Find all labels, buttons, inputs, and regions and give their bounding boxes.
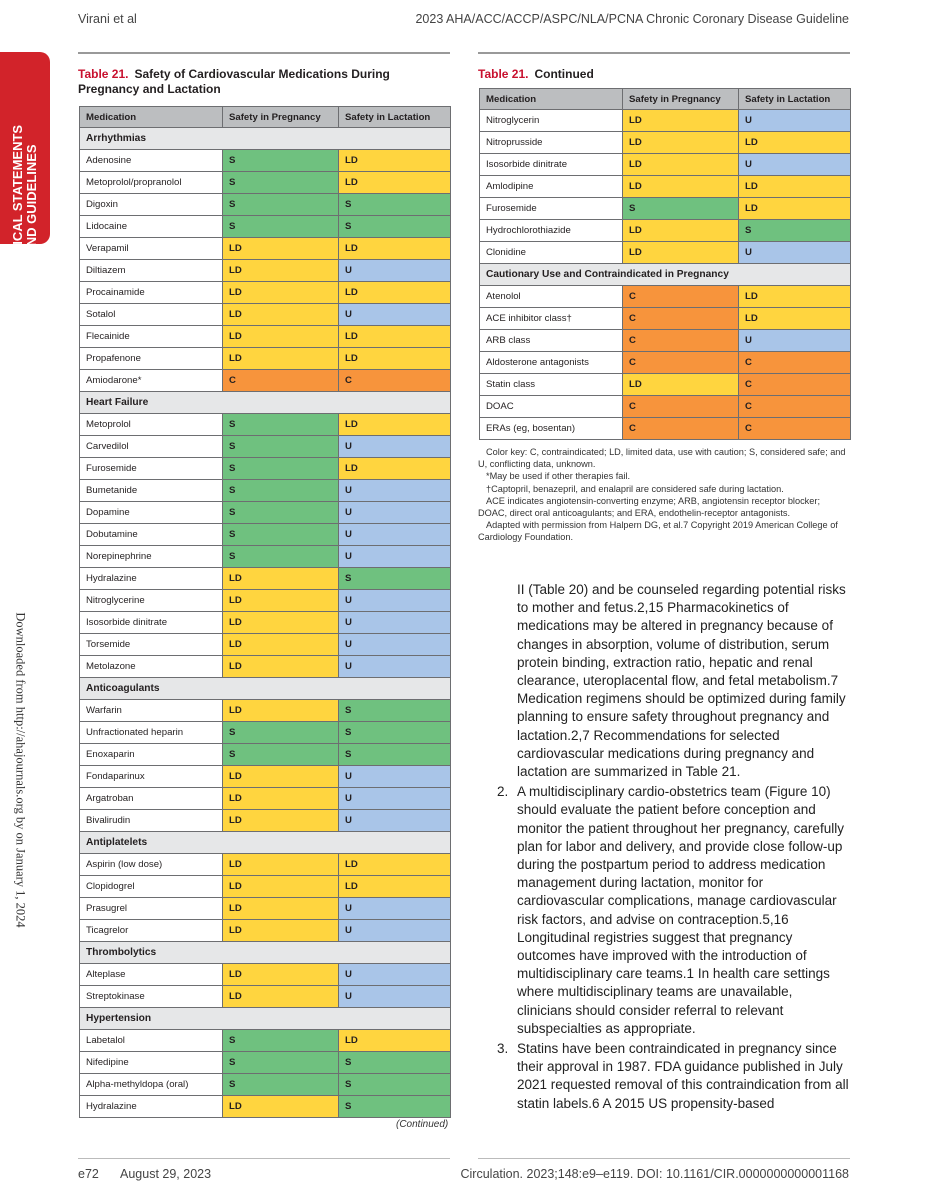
- table-row: [80, 986, 451, 1008]
- pregnancy-safety-cell: LD: [223, 656, 339, 678]
- lactation-safety-cell: C: [739, 396, 851, 418]
- lactation-safety-cell: LD: [339, 282, 451, 304]
- table-row: [480, 374, 851, 396]
- footer-rule-right: [478, 1158, 850, 1159]
- pregnancy-safety-cell: LD: [223, 612, 339, 634]
- medication-name: Metolazone: [80, 656, 223, 678]
- medication-name: ARB class: [480, 330, 623, 352]
- medication-name: Isosorbide dinitrate: [480, 154, 623, 176]
- medication-safety-table: [79, 106, 451, 1118]
- table-row: [80, 458, 451, 480]
- lactation-safety-cell: U: [339, 766, 451, 788]
- lactation-safety-cell: U: [339, 590, 451, 612]
- medication-name: ACE inhibitor class†: [480, 308, 623, 330]
- section-label: Antiplatelets: [80, 832, 451, 854]
- header-lactation: Safety in Lactation: [739, 89, 851, 110]
- medication-name: Furosemide: [80, 458, 223, 480]
- pregnancy-safety-cell: C: [623, 330, 739, 352]
- footnote-color-key: Color key: C, contraindicated; LD, limited data, use with caution; S, considered safe; and U, conflicting data, unknown.: [478, 447, 846, 470]
- lactation-safety-cell: U: [339, 260, 451, 282]
- table-caption-left: [78, 67, 450, 97]
- lactation-safety-cell: LD: [339, 172, 451, 194]
- table-row: [80, 722, 451, 744]
- table-row: [80, 876, 451, 898]
- medication-name: Unfractionated heparin: [80, 722, 223, 744]
- lactation-safety-cell: LD: [339, 150, 451, 172]
- download-note: Downloaded from http://ahajournals.org by on January 1, 2024: [13, 612, 28, 928]
- medication-name: Argatroban: [80, 788, 223, 810]
- medication-name: Adenosine: [80, 150, 223, 172]
- medication-name: Aldosterone antagonists: [480, 352, 623, 374]
- medication-name: Bumetanide: [80, 480, 223, 502]
- medication-name: Alteplase: [80, 964, 223, 986]
- lactation-safety-cell: S: [339, 744, 451, 766]
- table-row: [480, 176, 851, 198]
- table-row: [80, 766, 451, 788]
- pregnancy-safety-cell: LD: [223, 810, 339, 832]
- table-row: [80, 854, 451, 876]
- side-tab-label: CLINICAL STATEMENTS AND GUIDELINES: [10, 124, 39, 276]
- table-number: Table 21.: [478, 67, 529, 81]
- lactation-safety-cell: C: [339, 370, 451, 392]
- table-row: [80, 370, 451, 392]
- header-medication: Medication: [80, 107, 223, 128]
- section-label: Anticoagulants: [80, 678, 451, 700]
- medication-name: Hydrochlorothiazide: [480, 220, 623, 242]
- table-row: [80, 480, 451, 502]
- medication-safety-table-continued: [479, 88, 851, 440]
- table-row: [80, 1030, 451, 1052]
- pregnancy-safety-cell: LD: [223, 766, 339, 788]
- table-row: [80, 898, 451, 920]
- pregnancy-safety-cell: S: [223, 524, 339, 546]
- lactation-safety-cell: LD: [339, 1030, 451, 1052]
- table-row: [80, 568, 451, 590]
- medication-name: Ticagrelor: [80, 920, 223, 942]
- medication-name: Bivalirudin: [80, 810, 223, 832]
- lactation-safety-cell: LD: [739, 286, 851, 308]
- medication-name: Nitroprusside: [480, 132, 623, 154]
- table-row: [80, 744, 451, 766]
- pregnancy-safety-cell: S: [623, 198, 739, 220]
- medication-name: Hydralazine: [80, 1096, 223, 1118]
- pregnancy-safety-cell: S: [223, 502, 339, 524]
- lactation-safety-cell: U: [339, 480, 451, 502]
- footnote-abbreviations: ACE indicates angiotensin-converting enzyme; ARB, angiotensin receptor blocker; DOAC, direct oral anticoagulants; and ERA, endothelin-receptor antagonists.: [478, 495, 820, 519]
- table-row: [480, 154, 851, 176]
- right-column-rule: [478, 52, 850, 54]
- pregnancy-safety-cell: S: [223, 480, 339, 502]
- medication-name: Streptokinase: [80, 986, 223, 1008]
- table-row: [480, 286, 851, 308]
- table-row: [80, 810, 451, 832]
- pregnancy-safety-cell: S: [223, 216, 339, 238]
- item-text: A multidisciplinary cardio-obstetrics team (Figure 10) should evaluate the patient before conception and monitor the patient throughout her pregnancy, carefully plan for labor and delivery, and provide close follow-up during the postpartum period to address medication management during lactation, monitor for cardiovascular complications, manage cardiovascular risk factors, and advise on contraception.5,16 Longitudinal registries suggest that pregnancy outcomes have improved with the introduction of multidisciplinary care teams.1 In health care settings where multidisciplinary teams are unavailable, clinicians should consider referral to relevant subspecialties as appropriate.: [517, 784, 844, 1036]
- header-pregnancy: Safety in Pregnancy: [623, 89, 739, 110]
- lactation-safety-cell: LD: [739, 176, 851, 198]
- lactation-safety-cell: C: [739, 418, 851, 440]
- body-text: [497, 581, 850, 1113]
- pregnancy-safety-cell: S: [223, 1030, 339, 1052]
- pregnancy-safety-cell: S: [223, 458, 339, 480]
- medication-name: Procainamide: [80, 282, 223, 304]
- pregnancy-safety-cell: LD: [223, 898, 339, 920]
- table-caption-right: [478, 67, 850, 82]
- table-number: Table 21.: [78, 67, 129, 81]
- pregnancy-safety-cell: LD: [223, 1096, 339, 1118]
- medication-name: Warfarin: [80, 700, 223, 722]
- medication-name: Dobutamine: [80, 524, 223, 546]
- item-text: Statins have been contraindicated in pregnancy since their approval in 1987. FDA guidance published in July 2021 requested removal of this contraindication from all statin labels.6 A 2015 US propensity-based: [517, 1041, 849, 1111]
- table-row: [480, 308, 851, 330]
- lactation-safety-cell: U: [339, 920, 451, 942]
- item-number: 2.: [497, 784, 509, 800]
- pregnancy-safety-cell: S: [223, 436, 339, 458]
- lactation-safety-cell: U: [339, 986, 451, 1008]
- table-row: [480, 418, 851, 440]
- table-row: [480, 352, 851, 374]
- pregnancy-safety-cell: S: [223, 150, 339, 172]
- pregnancy-safety-cell: S: [223, 744, 339, 766]
- header-medication: Medication: [480, 89, 623, 110]
- medication-name: Diltiazem: [80, 260, 223, 282]
- running-header-title: 2023 AHA/ACC/ACCP/ASPC/NLA/PCNA Chronic Coronary Disease Guideline: [415, 12, 849, 26]
- lactation-safety-cell: LD: [339, 854, 451, 876]
- lactation-safety-cell: U: [339, 436, 451, 458]
- table-row: [480, 396, 851, 418]
- medication-name: Labetalol: [80, 1030, 223, 1052]
- section-row: [480, 264, 851, 286]
- table-row: [80, 700, 451, 722]
- pregnancy-safety-cell: LD: [223, 634, 339, 656]
- medication-name: Flecainide: [80, 326, 223, 348]
- left-column-rule: [78, 52, 450, 54]
- lactation-safety-cell: LD: [339, 876, 451, 898]
- table-row: [80, 546, 451, 568]
- medication-name: Prasugrel: [80, 898, 223, 920]
- table-row: [80, 348, 451, 370]
- lactation-safety-cell: U: [739, 242, 851, 264]
- section-row: [80, 832, 451, 854]
- medication-name: Nitroglycerin: [480, 110, 623, 132]
- body-paragraph: II (Table 20) and be counseled regarding potential risks to mother and fetus.2,15 Pharmacokinetics of medications may be altered in pregnancy because of changes in absorption, volume of distribution, serum protein binding, extraction ratio, hepatic and renal clearance, uteroplacental flow, and fetal metabolism.7 Medication regimens should be optimized during family planning to ensure safety throughout pregnancy and lactation.2,7 Recommendations for selected cardiovascular medications during pregnancy and lactation are summarized in Table 21.: [517, 582, 846, 780]
- lactation-safety-cell: LD: [339, 326, 451, 348]
- table-header-row: [80, 107, 451, 128]
- section-row: [80, 128, 451, 150]
- table-row: [80, 194, 451, 216]
- medication-name: Digoxin: [80, 194, 223, 216]
- lactation-safety-cell: LD: [339, 458, 451, 480]
- table-title: Safety of Cardiovascular Medications During Pregnancy and Lactation: [78, 67, 390, 96]
- lactation-safety-cell: U: [339, 964, 451, 986]
- lactation-safety-cell: S: [339, 1052, 451, 1074]
- footnote-dagger: †Captopril, benazepril, and enalapril are considered safe during lactation.: [486, 483, 784, 494]
- medication-name: Dopamine: [80, 502, 223, 524]
- pregnancy-safety-cell: C: [223, 370, 339, 392]
- lactation-safety-cell: LD: [339, 414, 451, 436]
- pregnancy-safety-cell: LD: [623, 132, 739, 154]
- lactation-safety-cell: C: [739, 374, 851, 396]
- table-row: [480, 132, 851, 154]
- pregnancy-safety-cell: LD: [223, 282, 339, 304]
- footer-rule-left: [78, 1158, 450, 1159]
- table-row: [80, 1074, 451, 1096]
- pregnancy-safety-cell: LD: [223, 326, 339, 348]
- footnote-source: Adapted with permission from Halpern DG, et al.7 Copyright 2019 American College of Cardiology Foundation.: [478, 520, 838, 543]
- section-side-tab: [0, 52, 50, 276]
- pregnancy-safety-cell: LD: [223, 238, 339, 260]
- continued-note: (Continued): [396, 1119, 449, 1130]
- lactation-safety-cell: S: [339, 194, 451, 216]
- running-header-authors: Virani et al: [78, 12, 137, 26]
- header-lactation: Safety in Lactation: [339, 107, 451, 128]
- table-row: [480, 110, 851, 132]
- pregnancy-safety-cell: C: [623, 352, 739, 374]
- section-label: Hypertension: [80, 1008, 451, 1030]
- table-row: [80, 172, 451, 194]
- table-row: [80, 612, 451, 634]
- footnote-asterisk: *May be used if other therapies fail.: [486, 471, 631, 482]
- lactation-safety-cell: LD: [739, 308, 851, 330]
- pregnancy-safety-cell: S: [223, 1052, 339, 1074]
- table-row: [480, 220, 851, 242]
- section-label: Cautionary Use and Contraindicated in Pregnancy: [480, 264, 851, 286]
- table-row: [80, 414, 451, 436]
- pregnancy-safety-cell: LD: [223, 568, 339, 590]
- pregnancy-safety-cell: LD: [623, 374, 739, 396]
- lactation-safety-cell: U: [339, 810, 451, 832]
- journal-citation: Circulation. 2023;148:e9–e119. DOI: 10.1161/CIR.0000000000001168: [460, 1167, 849, 1181]
- lactation-safety-cell: S: [339, 1074, 451, 1096]
- lactation-safety-cell: S: [339, 1096, 451, 1118]
- pregnancy-safety-cell: S: [223, 172, 339, 194]
- pregnancy-safety-cell: C: [623, 286, 739, 308]
- medication-name: Statin class: [480, 374, 623, 396]
- lactation-safety-cell: U: [339, 656, 451, 678]
- medication-name: Alpha-methyldopa (oral): [80, 1074, 223, 1096]
- medication-name: Amiodarone*: [80, 370, 223, 392]
- pregnancy-safety-cell: LD: [623, 110, 739, 132]
- pregnancy-safety-cell: S: [223, 546, 339, 568]
- pregnancy-safety-cell: LD: [223, 876, 339, 898]
- pregnancy-safety-cell: C: [623, 418, 739, 440]
- pregnancy-safety-cell: LD: [223, 348, 339, 370]
- lactation-safety-cell: S: [339, 700, 451, 722]
- medication-name: Clonidine: [480, 242, 623, 264]
- table-header-row: [480, 89, 851, 110]
- pregnancy-safety-cell: C: [623, 396, 739, 418]
- table-row: [480, 242, 851, 264]
- table-row: [80, 524, 451, 546]
- recommendation-item-3: [497, 1040, 850, 1113]
- table-row: [80, 920, 451, 942]
- pregnancy-safety-cell: LD: [223, 788, 339, 810]
- section-row: [80, 392, 451, 414]
- pregnancy-safety-cell: S: [223, 194, 339, 216]
- table-row: [480, 198, 851, 220]
- medication-name: Metoprolol/propranolol: [80, 172, 223, 194]
- medication-name: Atenolol: [480, 286, 623, 308]
- pregnancy-safety-cell: LD: [623, 242, 739, 264]
- medication-name: Aspirin (low dose): [80, 854, 223, 876]
- pregnancy-safety-cell: LD: [223, 304, 339, 326]
- pregnancy-safety-cell: S: [223, 722, 339, 744]
- lactation-safety-cell: LD: [339, 238, 451, 260]
- lactation-safety-cell: U: [339, 502, 451, 524]
- medication-name: ERAs (eg, bosentan): [480, 418, 623, 440]
- section-label: Arrhythmias: [80, 128, 451, 150]
- pregnancy-safety-cell: C: [623, 308, 739, 330]
- lactation-safety-cell: U: [339, 788, 451, 810]
- medication-name: Norepinephrine: [80, 546, 223, 568]
- lactation-safety-cell: U: [339, 612, 451, 634]
- pregnancy-safety-cell: LD: [223, 964, 339, 986]
- medication-name: Lidocaine: [80, 216, 223, 238]
- medication-name: Nitroglycerine: [80, 590, 223, 612]
- lactation-safety-cell: U: [739, 330, 851, 352]
- lactation-safety-cell: S: [339, 216, 451, 238]
- medication-name: DOAC: [480, 396, 623, 418]
- lactation-safety-cell: LD: [739, 198, 851, 220]
- table-row: [80, 1096, 451, 1118]
- lactation-safety-cell: U: [739, 154, 851, 176]
- table-row: [80, 788, 451, 810]
- pregnancy-safety-cell: LD: [223, 700, 339, 722]
- section-label: Thrombolytics: [80, 942, 451, 964]
- table-row: [80, 656, 451, 678]
- table-row: [80, 436, 451, 458]
- pregnancy-safety-cell: LD: [223, 260, 339, 282]
- table-row: [80, 304, 451, 326]
- pregnancy-safety-cell: S: [223, 414, 339, 436]
- page-number: e72: [78, 1167, 99, 1181]
- pregnancy-safety-cell: LD: [223, 854, 339, 876]
- lactation-safety-cell: U: [339, 524, 451, 546]
- lactation-safety-cell: U: [339, 304, 451, 326]
- medication-name: Clopidogrel: [80, 876, 223, 898]
- medication-name: Nifedipine: [80, 1052, 223, 1074]
- table-title: Continued: [534, 67, 594, 81]
- section-label: Heart Failure: [80, 392, 451, 414]
- table-footnotes: [478, 446, 850, 544]
- table-row: [80, 282, 451, 304]
- table-row: [80, 590, 451, 612]
- table-row: [80, 1052, 451, 1074]
- table-row: [80, 502, 451, 524]
- pregnancy-safety-cell: LD: [223, 920, 339, 942]
- pregnancy-safety-cell: LD: [623, 154, 739, 176]
- section-row: [80, 678, 451, 700]
- medication-name: Fondaparinux: [80, 766, 223, 788]
- lactation-safety-cell: S: [339, 568, 451, 590]
- medication-name: Furosemide: [480, 198, 623, 220]
- pregnancy-safety-cell: LD: [223, 986, 339, 1008]
- medication-name: Isosorbide dinitrate: [80, 612, 223, 634]
- lactation-safety-cell: U: [339, 546, 451, 568]
- section-row: [80, 1008, 451, 1030]
- pregnancy-safety-cell: LD: [223, 590, 339, 612]
- header-pregnancy: Safety in Pregnancy: [223, 107, 339, 128]
- pregnancy-safety-cell: LD: [623, 220, 739, 242]
- medication-name: Hydralazine: [80, 568, 223, 590]
- lactation-safety-cell: U: [739, 110, 851, 132]
- lactation-safety-cell: U: [339, 634, 451, 656]
- medication-name: Carvedilol: [80, 436, 223, 458]
- table-row: [80, 238, 451, 260]
- lactation-safety-cell: C: [739, 352, 851, 374]
- medication-name: Verapamil: [80, 238, 223, 260]
- table-row: [80, 216, 451, 238]
- medication-name: Sotalol: [80, 304, 223, 326]
- table-row: [480, 330, 851, 352]
- medication-name: Propafenone: [80, 348, 223, 370]
- pregnancy-safety-cell: S: [223, 1074, 339, 1096]
- pregnancy-safety-cell: LD: [623, 176, 739, 198]
- lactation-safety-cell: S: [339, 722, 451, 744]
- section-row: [80, 942, 451, 964]
- lactation-safety-cell: U: [339, 898, 451, 920]
- table-row: [80, 150, 451, 172]
- publication-date: August 29, 2023: [120, 1167, 212, 1181]
- lactation-safety-cell: LD: [339, 348, 451, 370]
- medication-name: Metoprolol: [80, 414, 223, 436]
- table-row: [80, 326, 451, 348]
- table-row: [80, 260, 451, 282]
- table-row: [80, 634, 451, 656]
- medication-name: Torsemide: [80, 634, 223, 656]
- item-number: 3.: [497, 1041, 509, 1057]
- table-row: [80, 964, 451, 986]
- lactation-safety-cell: LD: [739, 132, 851, 154]
- lactation-safety-cell: S: [739, 220, 851, 242]
- medication-name: Enoxaparin: [80, 744, 223, 766]
- recommendation-item-2: [497, 783, 850, 1038]
- medication-name: Amlodipine: [480, 176, 623, 198]
